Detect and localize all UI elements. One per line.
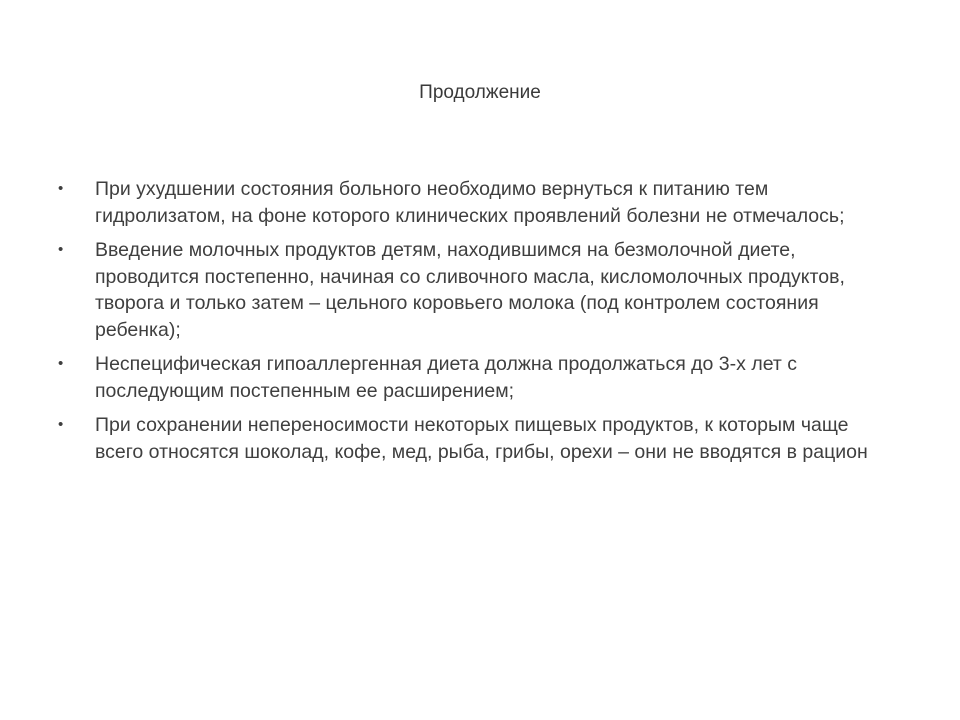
bullet-item: [58, 351, 898, 404]
bullet-item: [58, 176, 898, 229]
bullet-text: Введение молочных продуктов детям, находившимся на безмолочной диете, проводится постепенно, начиная со сливочного масла, кисломолочных продуктов, творога и только затем – цельного коровьего молока (под контролем состояния ребенка);: [95, 239, 845, 341]
bullet-text: Неспецифическая гипоаллергенная диета должна продолжаться до 3-х лет с последующим постепенным ее расширением;: [95, 353, 797, 402]
bullet-icon: •: [58, 180, 64, 197]
bullet-text: При сохранении непереносимости некоторых пищевых продуктов, к которым чаще всего относятся шоколад, кофе, мед, рыба, грибы, орехи – они не вводятся в рацион: [95, 414, 868, 463]
bullet-icon: •: [58, 241, 64, 258]
bullet-list: [58, 176, 898, 473]
bullet-icon: •: [58, 416, 64, 433]
bullet-item: [58, 412, 898, 465]
bullet-item: [58, 237, 898, 343]
slide-title: Продолжение: [419, 82, 541, 103]
bullet-icon: •: [58, 355, 64, 372]
bullet-text: При ухудшении состояния больного необходимо вернуться к питанию тем гидролизатом, на фоне которого клинических проявлений болезни не отмечалось;: [95, 178, 845, 227]
